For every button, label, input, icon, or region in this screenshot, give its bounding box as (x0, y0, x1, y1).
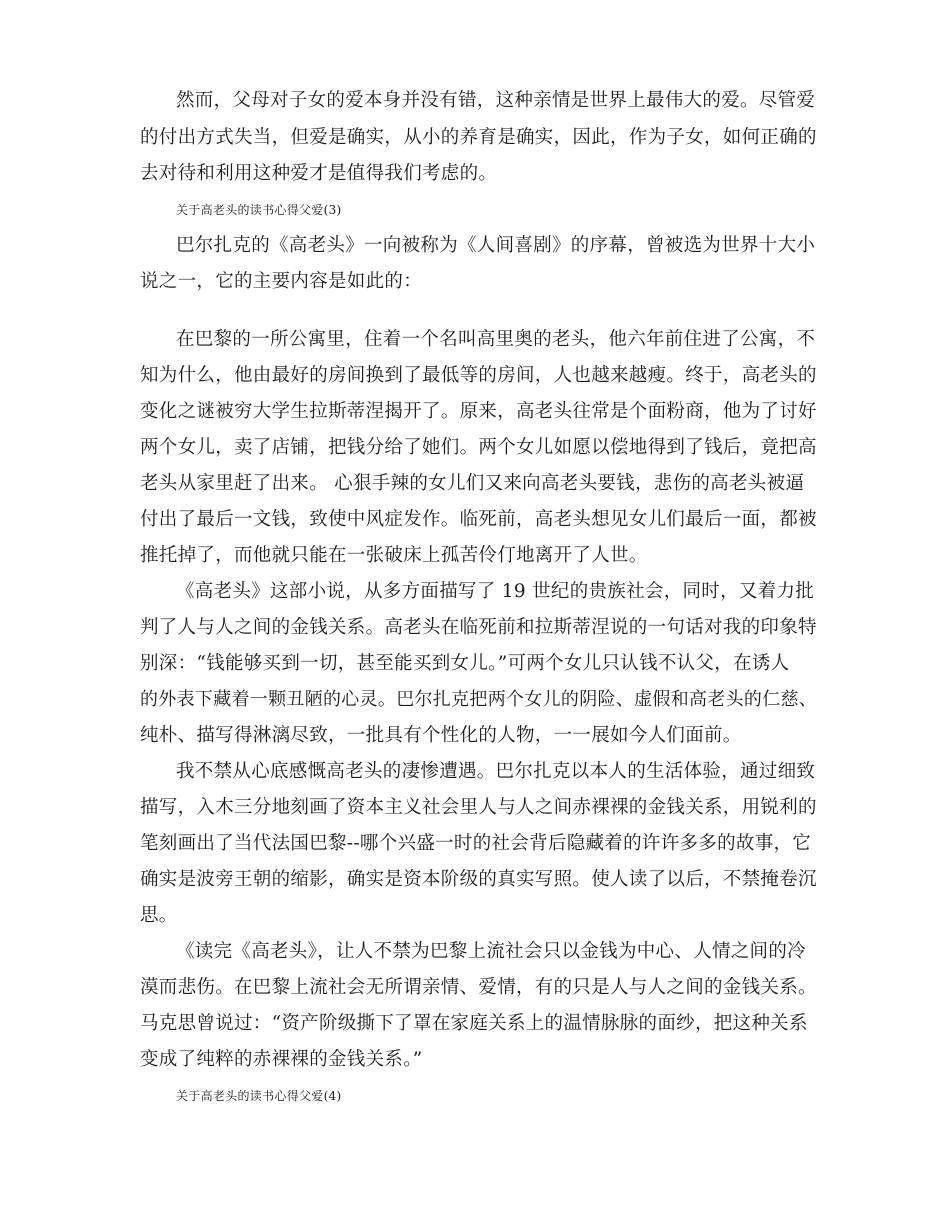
paragraph-line: 老头从家里赶了出来。 心狠手辣的女儿们又来向高老头要钱，悲伤的高老头被逼 (140, 473, 805, 494)
paragraph-line: 说之一，它的主要内容是如此的： (140, 271, 423, 292)
paragraph-line: 付出了最后一文钱，致使中风症发作。临死前，高老头想见女儿们最后一面，都被 (140, 509, 817, 530)
paragraph-line: 知为什么，他由最好的房间换到了最低等的房间，人也越来越瘦。终于，高老头的 (140, 365, 817, 386)
paragraph-line: 漠而悲伤。在巴黎上流社会无所谓亲情、爱情，有的只是人与人之间的金钱关系。 (140, 977, 817, 998)
paragraph-line: 纯朴、描写得淋漓尽致，一批具有个性化的人物，一一展如今人们面前。 (140, 725, 742, 746)
paragraph-line: 推托掉了，而他就只能在一张破床上孤苦伶仃地离开了人世。 (140, 545, 648, 566)
paragraph-line: 变化之谜被穷大学生拉斯蒂涅揭开了。原来，高老头往常是个面粉商，他为了讨好 (140, 401, 817, 422)
paragraph-line: 巴尔扎克的《高老头》一向被称为《人间喜剧》的序幕，曾被选为世界十大小 (176, 235, 816, 256)
paragraph-line: 的外表下藏着一颗丑陋的心灵。巴尔扎克把两个女儿的阴险、虚假和高老头的仁慈、 (140, 689, 818, 710)
section-heading: 关于高老头的读书心得父爱(4) (176, 1089, 342, 1103)
paragraph-line: 的付出方式失当，但爱是确实，从小的养育是确实，因此，作为子女，如何正确的 (140, 127, 817, 148)
paragraph-line: 在巴黎的一所公寓里，住着一个名叫高里奥的老头，他六年前住进了公寓，不 (176, 329, 816, 350)
paragraph-line: 去对待和利用这种爱才是值得我们考虑的。 (140, 163, 498, 184)
paragraph-line: 我不禁从心底感慨高老头的凄惨遭遇。巴尔扎克以本人的生活体验，通过细致 (176, 761, 816, 782)
paragraph-line: 描写，入木三分地刻画了资本主义社会里人与人之间赤裸裸的金钱关系，用锐利的 (140, 797, 817, 818)
paragraph-line: 《高老头》这部小说，从多方面描写了 19 世纪的贵族社会，同时，又着力批 (176, 581, 815, 602)
paragraph-line: 马克思曾说过：“资产阶级撕下了罩在家庭关系上的温情脉脉的面纱，把这种关系 (140, 1013, 808, 1034)
paragraph-line: 判了人与人之间的金钱关系。高老头在临死前和拉斯蒂涅说的一句话对我的印象特 (140, 617, 817, 638)
paragraph-line: 笔刻画出了当代法国巴黎--哪个兴盛一时的社会背后隐藏着的许许多多的故事，它 (140, 833, 812, 854)
paragraph-line: 确实是波旁王朝的缩影，确实是资本阶级的真实写照。使人读了以后，不禁掩卷沉 (140, 869, 817, 890)
paragraph-line: 两个女儿，卖了店铺，把钱分给了她们。两个女儿如愿以偿地得到了钱后，竟把高 (140, 437, 817, 458)
section-heading: 关于高老头的读书心得父爱(3) (176, 203, 342, 217)
paragraph-line: 变成了纯粹的赤裸裸的金钱关系。” (140, 1049, 423, 1070)
paragraph-line: 《读完《高老头》，让人不禁为巴黎上流社会只以金钱为中心、人情之间的冷 (176, 941, 806, 962)
paragraph-line: 思。 (140, 905, 178, 926)
paragraph-line: 然而，父母对子女的爱本身并没有错，这种亲情是世界上最伟大的爱。尽管爱 (176, 90, 816, 111)
paragraph-line: 别深：“钱能够买到一切，甚至能买到女儿。”可两个女儿只认钱不认父，在诱人 (140, 653, 790, 674)
